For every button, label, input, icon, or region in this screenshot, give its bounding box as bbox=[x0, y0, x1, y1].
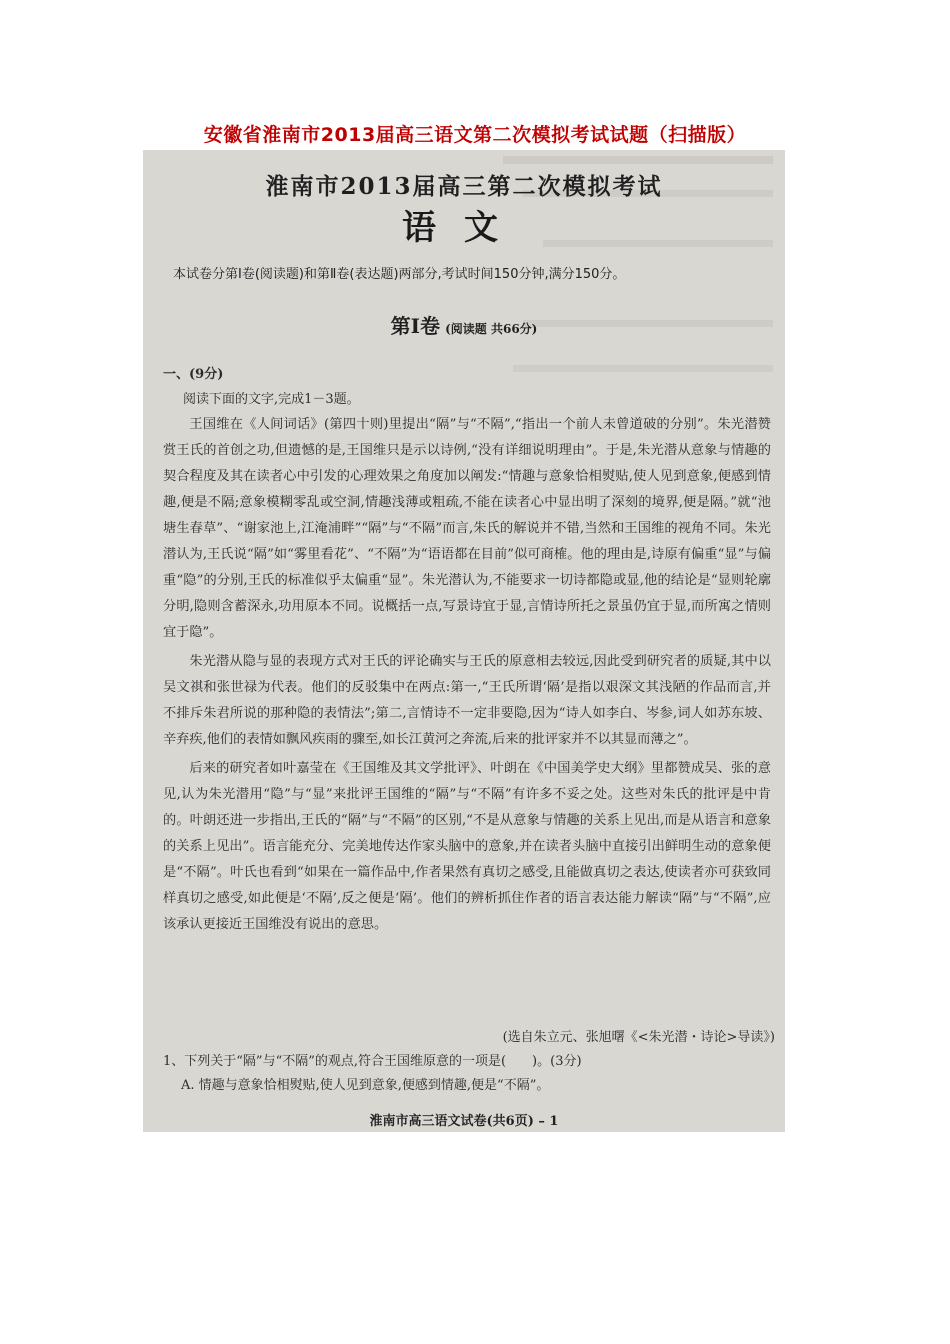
passage-paragraph: 朱光潜从隐与显的表现方式对王氏的评论确实与王氏的原意相去较远,因此受到研究者的质疑,其中以吴文祺和张世禄为代表。他们的反驳集中在两点:第一,“王氏所谓‘隔’是指以艰深文其浅陋的作品而言,并不排斥朱君所说的那种隐的表情法”;第二,言情诗不一定非要隐,因为“诗人如李白、岑参,词人如苏东坡、辛弃疾,他们的表情如飘风疾雨的骤至,如长江黄河之奔流,后来的批评家并不以其显而薄之”。 bbox=[163, 654, 771, 747]
bleed-through-mark bbox=[503, 156, 773, 164]
page-footer: 淮南市高三语文试卷(共6页) – 1 bbox=[369, 1114, 559, 1129]
exam-description: 本试卷分第Ⅰ卷(阅读题)和第Ⅱ卷(表达题)两部分,考试时间150分钟,满分150分。 bbox=[173, 267, 626, 282]
volume-heading bbox=[143, 310, 785, 339]
document-title: 安徽省淮南市2013届高三语文第二次模拟考试试题（扫描版） bbox=[203, 124, 747, 146]
question-1: 1、下列关于“隔”与“不隔”的观点,符合王国维原意的一项是( )。(3分) bbox=[163, 1054, 582, 1069]
bleed-through-mark bbox=[513, 365, 773, 372]
section-label: 一、(9分) bbox=[163, 367, 224, 382]
reading-passage bbox=[163, 412, 771, 941]
exam-title: 淮南市2013届高三第二次模拟考试 bbox=[265, 173, 663, 200]
volume-title: 第Ⅰ卷 bbox=[390, 314, 441, 338]
scanned-exam-page bbox=[143, 150, 785, 1132]
passage-paragraph: 后来的研究者如叶嘉莹在《王国维及其文学批评》、叶朗在《中国美学史大纲》里都赞成吴、张的意见,认为朱光潜用“隐”与“显”来批评王国维的“隔”与“不隔”有许多不妥之处。这些对朱氏的批评是中肯的。叶朗还进一步指出,王氏的“隔”与“不隔”的区别,“不是从意象与情趣的关系上见出,而是从语言和意象的关系上见出”。语言能充分、完美地传达作家头脑中的意象,并在读者头脑中直接引出鲜明生动的意象便是“不隔”。叶氏也看到“如果在一篇作品中,作者果然有真切之感受,且能做真切之表达,使读者亦可获致同样真切之感受,如此便是‘不隔’,反之便是‘隔’。他们的辨析抓住作者的语言表达能力解读“隔”与“不隔”,应该承认更接近王国维没有说出的意思。 bbox=[163, 761, 771, 932]
subject-heading: 语文 bbox=[402, 208, 526, 248]
question-1-option-a: A. 情趣与意象恰相熨贴,使人见到意象,便感到情趣,便是“不隔”。 bbox=[181, 1078, 550, 1093]
passage-source: (选自朱立元、张旭曙《<朱光潜・诗论>导读》) bbox=[502, 1030, 775, 1045]
reading-instruction: 阅读下面的文字,完成1－3题。 bbox=[183, 392, 360, 407]
passage-paragraph: 王国维在《人间词话》(第四十则)里提出“隔”与“不隔”,“指出一个前人未曾道破的分别”。朱光潜赞赏王氏的首创之功,但遗憾的是,王国维只是示以诗例,“没有详细说明理由”。于是,朱光潜从意象与情趣的契合程度及其在读者心中引发的心理效果之角度加以阐发:“情趣与意象恰相熨贴,使人见到意象,便感到情趣,便是不隔;意象模糊零乱或空洞,情趣浅薄或粗疏,不能在读者心中显出明了深刻的境界,便是隔。”就“池塘生春草”、“谢家池上,江淹浦畔”“隔”与“不隔”而言,朱氏的解说并不错,当然和王国维的视角不同。朱光潜认为,王氏说“隔”如“雾里看花”、“不隔”为“语语都在目前”似可商榷。他的理由是,诗原有偏重“显”与偏重“隐”的分别,王氏的标准似乎太偏重“显”。朱光潜认为,不能要求一切诗都隐或显,他的结论是“显则轮廓分明,隐则含蓄深永,功用原本不同。说概括一点,写景诗宜于显,言情诗所托之景虽仍宜于显,而所寓之情则宜于隐”。 bbox=[163, 417, 771, 640]
volume-note: (阅读题 共66分) bbox=[445, 322, 538, 336]
